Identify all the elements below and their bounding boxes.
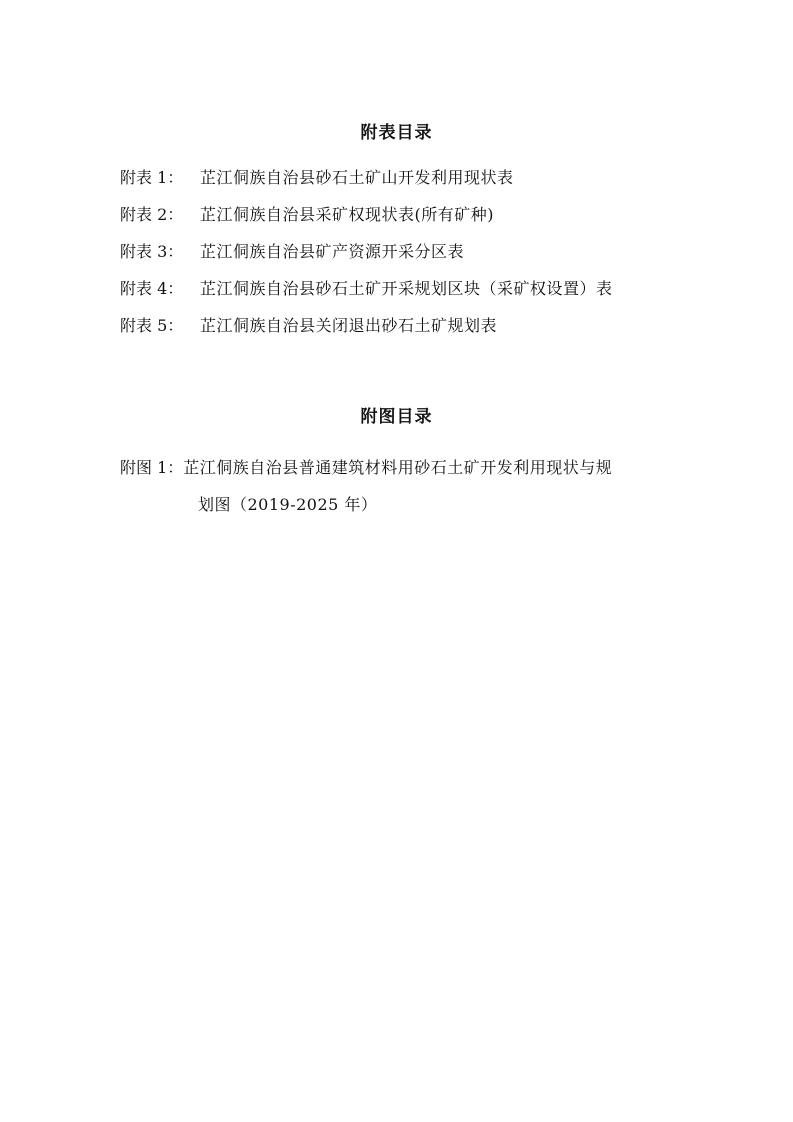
table-entry-text: 芷江侗族自治县砂石土矿山开发利用现状表 — [200, 168, 514, 187]
figure-entry-text-line1: 芷江侗族自治县普通建筑材料用砂石土矿开发利用现状与规 — [183, 458, 613, 477]
table-entry-1 — [120, 168, 514, 188]
table-entry-text: 芷江侗族自治县砂石土矿开采规划区块（采矿权设置）表 — [200, 279, 613, 298]
table-entry-label: 附表 4： — [120, 279, 184, 298]
tables-section-title: 附表目录 — [360, 123, 433, 143]
table-entry-5 — [120, 316, 497, 336]
figures-section-title: 附图目录 — [360, 407, 433, 427]
figure-entry-1 — [120, 455, 612, 478]
table-entry-text: 芷江侗族自治县关闭退出砂石土矿规划表 — [200, 316, 498, 335]
figure-entry-label: 附图 1： — [120, 458, 184, 477]
figure-entry-text-line2: 划图（2019-2025 年） — [198, 495, 378, 514]
table-entry-2 — [120, 205, 494, 225]
table-entry-label: 附表 2： — [120, 205, 184, 224]
table-entry-text: 芷江侗族自治县矿产资源开采分区表 — [200, 242, 465, 261]
table-entry-label: 附表 5： — [120, 316, 184, 335]
table-entry-text: 芷江侗族自治县采矿权现状表(所有矿种) — [200, 205, 494, 224]
table-entry-3 — [120, 242, 464, 262]
table-entry-4 — [120, 279, 613, 299]
table-entry-label: 附表 3： — [120, 242, 184, 261]
table-entry-label: 附表 1： — [120, 168, 184, 187]
